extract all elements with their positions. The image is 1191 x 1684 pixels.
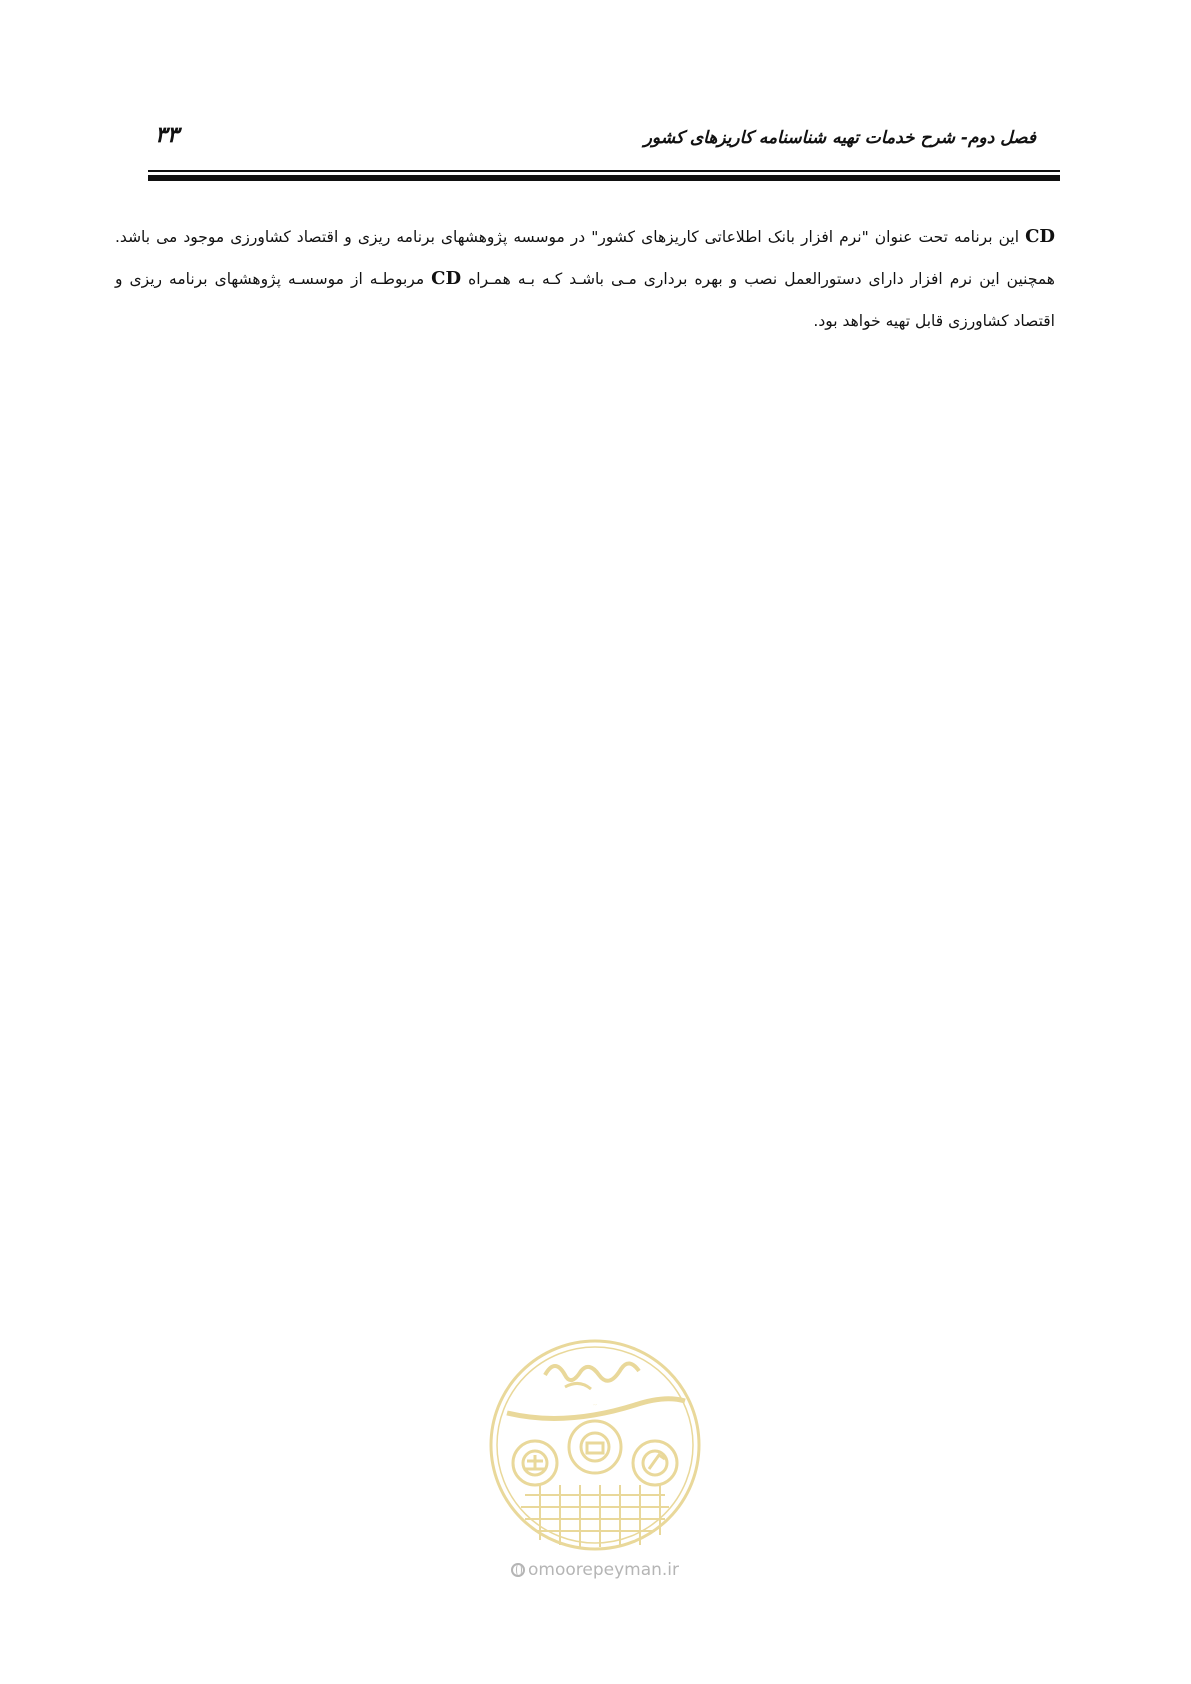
globe-icon [511, 1563, 525, 1577]
watermark-url-text: omoorepeyman.ir [527, 1560, 680, 1580]
page-number: ۳۳ [155, 122, 179, 148]
watermark-url [495, 1560, 695, 1580]
header-rule-thin [148, 170, 1060, 172]
cd-abbreviation: CD [1025, 226, 1055, 247]
running-header-title: فصل دوم- شرح خدمات تهیه شناسنامه کاریزهای کشور [643, 128, 1036, 148]
paragraph-text-part-2: مربوطـه از موسسـه پژوهشهای برنامه ریزی و اقتصاد کشاورزی قابل تهیه خواهد بود. [115, 270, 1055, 330]
paragraph-text-part-1: این برنامه تحت عنوان "نرم افزار بانک اطلاعاتی کاریزهای کشور" در موسسه پژوهشهای برنامه ریزی و اقتصاد کشاورزی موجود می باشد. همچنین این نرم افزار دارای دستورالعمل نصب و بهره برداری مـی باشـد کـه بـه همـراه [115, 228, 1055, 288]
header-rule-thick [148, 175, 1060, 181]
watermark-seal-logo [485, 1335, 705, 1555]
cd-abbreviation: CD [431, 268, 462, 289]
body-paragraph [115, 216, 1055, 342]
seal-logo-text: امورپیمان [592, 1405, 598, 1406]
